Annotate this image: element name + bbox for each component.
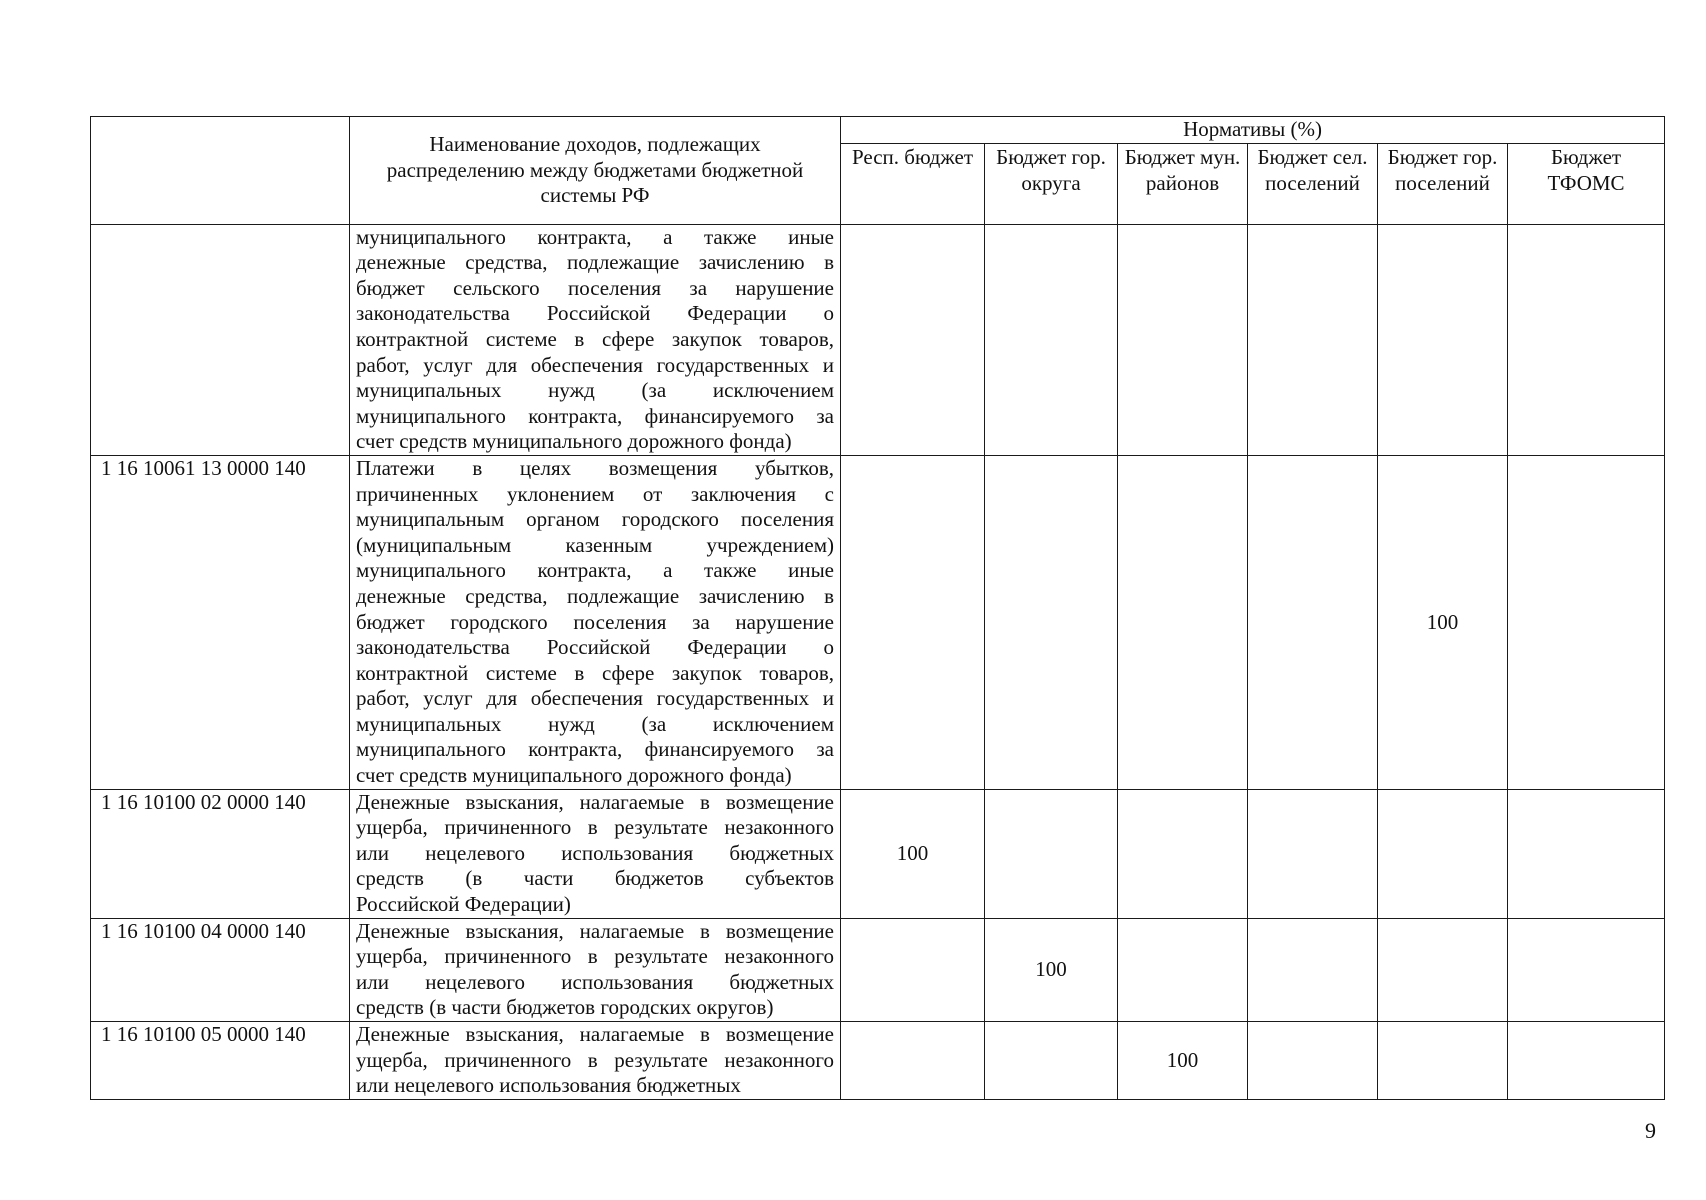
column-header-rural-settlement-budget: Бюджет сел. поселений bbox=[1248, 143, 1378, 224]
description-line: или нецелевого использования бюджетных bbox=[356, 1073, 741, 1098]
normative-value-municipal-district bbox=[1118, 918, 1248, 1021]
normative-value-tfoms bbox=[1508, 789, 1665, 918]
normative-value-city-district bbox=[985, 789, 1118, 918]
code-column-header bbox=[91, 117, 350, 225]
description-line: Денежные взыскания, налагаемые в возмещение bbox=[356, 789, 834, 814]
column-header-resp-budget: Респ. бюджет bbox=[841, 143, 985, 224]
column-header-municipal-district-budget: Бюджет мун. районов bbox=[1118, 143, 1248, 224]
income-description-cell bbox=[350, 918, 841, 1021]
page-number: 9 bbox=[1645, 1118, 1656, 1143]
description-line: законодательства Российской Федерации о bbox=[356, 635, 834, 660]
normative-value-municipal-district bbox=[1118, 224, 1248, 455]
description-line: бюджет сельского поселения за нарушение bbox=[356, 275, 834, 300]
header-row-top bbox=[91, 117, 1665, 144]
income-code-cell: 1 16 10100 02 0000 140 bbox=[91, 789, 350, 918]
normative-value-resp bbox=[841, 455, 985, 789]
normative-value-rural-settlement bbox=[1248, 1022, 1378, 1100]
column-header-urban-settlement-budget: Бюджет гор. поселений bbox=[1378, 143, 1508, 224]
normative-value-city-district bbox=[985, 455, 1118, 789]
description-line: бюджет городского поселения за нарушение bbox=[356, 609, 834, 634]
table-row bbox=[91, 789, 1665, 918]
description-line: средств (в части бюджетов субъектов bbox=[356, 866, 834, 891]
description-line: ущерба, причиненного в результате незаконного bbox=[356, 815, 834, 840]
table-row bbox=[91, 224, 1665, 455]
normatives-group-header: Нормативы (%) bbox=[841, 117, 1665, 144]
name-column-header: Наименование доходов, подлежащих распределению между бюджетами бюджетной системы РФ bbox=[350, 117, 841, 225]
income-code-cell: 1 16 10061 13 0000 140 bbox=[91, 455, 350, 789]
income-code-cell: 1 16 10100 04 0000 140 bbox=[91, 918, 350, 1021]
normative-value-urban-settlement bbox=[1378, 1022, 1508, 1100]
normative-value-municipal-district: 100 bbox=[1118, 1022, 1248, 1100]
normative-value-city-district bbox=[985, 224, 1118, 455]
description-line: работ, услуг для обеспечения государственных и bbox=[356, 686, 834, 711]
description-line: законодательства Российской Федерации о bbox=[356, 301, 834, 326]
normative-value-urban-settlement bbox=[1378, 224, 1508, 455]
description-line: муниципальным органом городского поселения bbox=[356, 507, 834, 532]
description-line: муниципальных нужд (за исключением bbox=[356, 711, 834, 736]
description-line: контрактной системе в сфере закупок товаров, bbox=[356, 326, 834, 351]
normative-value-rural-settlement bbox=[1248, 455, 1378, 789]
normative-value-resp bbox=[841, 1022, 985, 1100]
normative-value-rural-settlement bbox=[1248, 224, 1378, 455]
income-code-cell: 1 16 10100 05 0000 140 bbox=[91, 1022, 350, 1100]
normative-value-tfoms bbox=[1508, 224, 1665, 455]
normative-value-tfoms bbox=[1508, 1022, 1665, 1100]
column-header-city-district-budget: Бюджет гор. округа bbox=[985, 143, 1118, 224]
normative-value-municipal-district bbox=[1118, 455, 1248, 789]
description-line: средств (в части бюджетов городских округов) bbox=[356, 995, 774, 1020]
description-line: денежные средства, подлежащие зачислению в bbox=[356, 583, 834, 608]
income-description-cell bbox=[350, 455, 841, 789]
normative-value-resp bbox=[841, 918, 985, 1021]
normative-value-tfoms bbox=[1508, 455, 1665, 789]
column-header-tfoms-budget: Бюджет ТФОМС bbox=[1508, 143, 1665, 224]
description-line: муниципального контракта, а также иные bbox=[356, 558, 834, 583]
table-row bbox=[91, 455, 1665, 789]
description-line: муниципального контракта, финансируемого за bbox=[356, 403, 834, 428]
normative-value-rural-settlement bbox=[1248, 918, 1378, 1021]
description-line: Платежи в целях возмещения убытков, bbox=[356, 455, 834, 480]
description-line: контрактной системе в сфере закупок товаров, bbox=[356, 660, 834, 685]
normative-value-municipal-district bbox=[1118, 789, 1248, 918]
normative-value-resp bbox=[841, 224, 985, 455]
income-description-cell bbox=[350, 1022, 841, 1100]
normative-value-city-district: 100 bbox=[985, 918, 1118, 1021]
description-line: Российской Федерации) bbox=[356, 892, 571, 917]
normative-value-urban-settlement: 100 bbox=[1378, 455, 1508, 789]
description-line: причиненных уклонением от заключения с bbox=[356, 481, 834, 506]
description-line: муниципального контракта, а также иные bbox=[356, 224, 834, 249]
description-line: муниципальных нужд (за исключением bbox=[356, 378, 834, 403]
income-description-cell bbox=[350, 224, 841, 455]
normative-value-urban-settlement bbox=[1378, 789, 1508, 918]
description-line: ущерба, причиненного в результате незаконного bbox=[356, 1047, 834, 1072]
income-description-cell bbox=[350, 789, 841, 918]
description-line: денежные средства, подлежащие зачислению в bbox=[356, 250, 834, 275]
normative-value-tfoms bbox=[1508, 918, 1665, 1021]
description-line: муниципального контракта, финансируемого за bbox=[356, 737, 834, 762]
description-line: или нецелевого использования бюджетных bbox=[356, 840, 834, 865]
table-row bbox=[91, 1022, 1665, 1100]
normative-value-urban-settlement bbox=[1378, 918, 1508, 1021]
table-row bbox=[91, 918, 1665, 1021]
normative-value-resp: 100 bbox=[841, 789, 985, 918]
description-line: счет средств муниципального дорожного фонда) bbox=[356, 429, 792, 454]
description-line: Денежные взыскания, налагаемые в возмещение bbox=[356, 1022, 834, 1046]
description-line: работ, услуг для обеспечения государственных и bbox=[356, 352, 834, 377]
normative-value-city-district bbox=[985, 1022, 1118, 1100]
description-line: счет средств муниципального дорожного фонда) bbox=[356, 763, 792, 788]
description-line: ущерба, причиненного в результате незаконного bbox=[356, 944, 834, 969]
table-body bbox=[91, 224, 1665, 1099]
description-line: или нецелевого использования бюджетных bbox=[356, 969, 834, 994]
normative-value-rural-settlement bbox=[1248, 789, 1378, 918]
budget-distribution-table bbox=[90, 116, 1665, 1100]
description-line: (муниципальным казенным учреждением) bbox=[356, 532, 834, 557]
income-code-cell bbox=[91, 224, 350, 455]
description-line: Денежные взыскания, налагаемые в возмещение bbox=[356, 918, 834, 943]
